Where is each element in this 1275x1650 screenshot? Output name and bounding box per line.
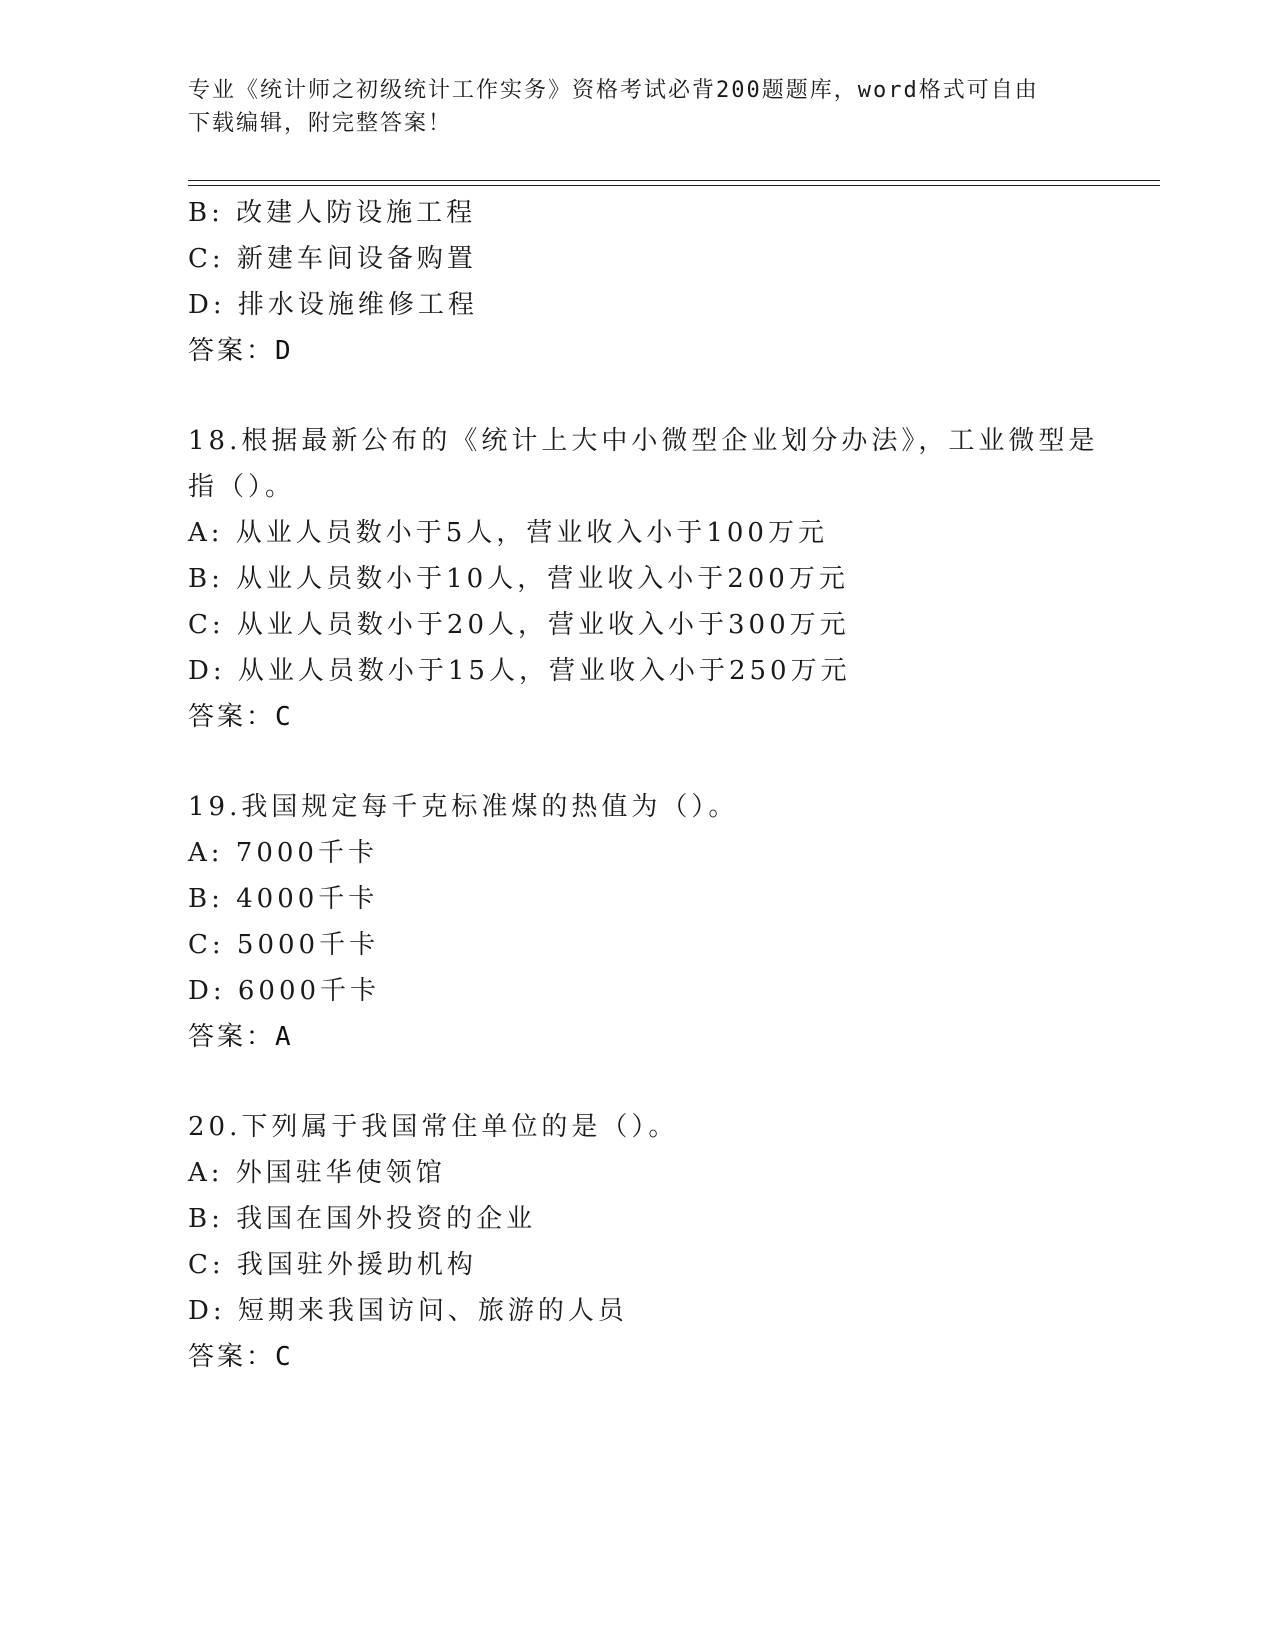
question-19 bbox=[188, 784, 1128, 1060]
header-divider-bottom bbox=[188, 185, 1160, 186]
option-a: A: 从业人员数小于5人，营业收入小于100万元 bbox=[188, 518, 828, 548]
answer-label: 答案：A bbox=[188, 1022, 294, 1052]
answer-label: 答案：D bbox=[188, 336, 294, 366]
option-a: A: 7000千卡 bbox=[188, 838, 378, 868]
option-b: B: 从业人员数小于10人，营业收入小于200万元 bbox=[188, 564, 849, 594]
spacer bbox=[188, 740, 1128, 784]
option-c: C: 从业人员数小于20人，营业收入小于300万元 bbox=[188, 610, 850, 640]
question-stem: 20.下列属于我国常住单位的是（）。 bbox=[188, 1112, 679, 1142]
option-b: B: 4000千卡 bbox=[188, 884, 379, 914]
header-title-line-2: 下载编辑，附完整答案！ bbox=[188, 111, 453, 136]
header-divider-top bbox=[188, 180, 1160, 181]
spacer bbox=[188, 1060, 1128, 1104]
option-d: D: 短期来我国访问、旅游的人员 bbox=[188, 1296, 628, 1326]
document-header bbox=[188, 74, 1088, 140]
option-c: C: 5000千卡 bbox=[188, 930, 380, 960]
question-20 bbox=[188, 1104, 1128, 1380]
option-b: B: 改建人防设施工程 bbox=[188, 198, 477, 228]
question-stem: 19.我国规定每千克标准煤的热值为（）。 bbox=[188, 792, 739, 822]
option-d: D: 从业人员数小于15人，营业收入小于250万元 bbox=[188, 656, 851, 686]
option-a: A: 外国驻华使领馆 bbox=[188, 1158, 446, 1188]
option-c: C: 新建车间设备购置 bbox=[188, 244, 477, 274]
option-d: D: 6000千卡 bbox=[188, 976, 381, 1006]
question-list bbox=[188, 190, 1128, 1380]
option-d: D: 排水设施维修工程 bbox=[188, 290, 478, 320]
question-stem: 18.根据最新公布的《统计上大中小微型企业划分办法》，工业微型是 bbox=[188, 426, 1099, 456]
option-b: B: 我国在国外投资的企业 bbox=[188, 1204, 537, 1234]
question-17-continued bbox=[188, 190, 1128, 374]
answer-label: 答案：C bbox=[188, 702, 294, 732]
question-18 bbox=[188, 418, 1128, 740]
question-stem-continued: 指（）。 bbox=[188, 472, 296, 502]
answer-label: 答案：C bbox=[188, 1342, 294, 1372]
spacer bbox=[188, 374, 1128, 418]
option-c: C: 我国驻外援助机构 bbox=[188, 1250, 477, 1280]
header-title-line-1: 专业《统计师之初级统计工作实务》资格考试必背200题题库，word格式可自由 bbox=[188, 78, 1039, 103]
